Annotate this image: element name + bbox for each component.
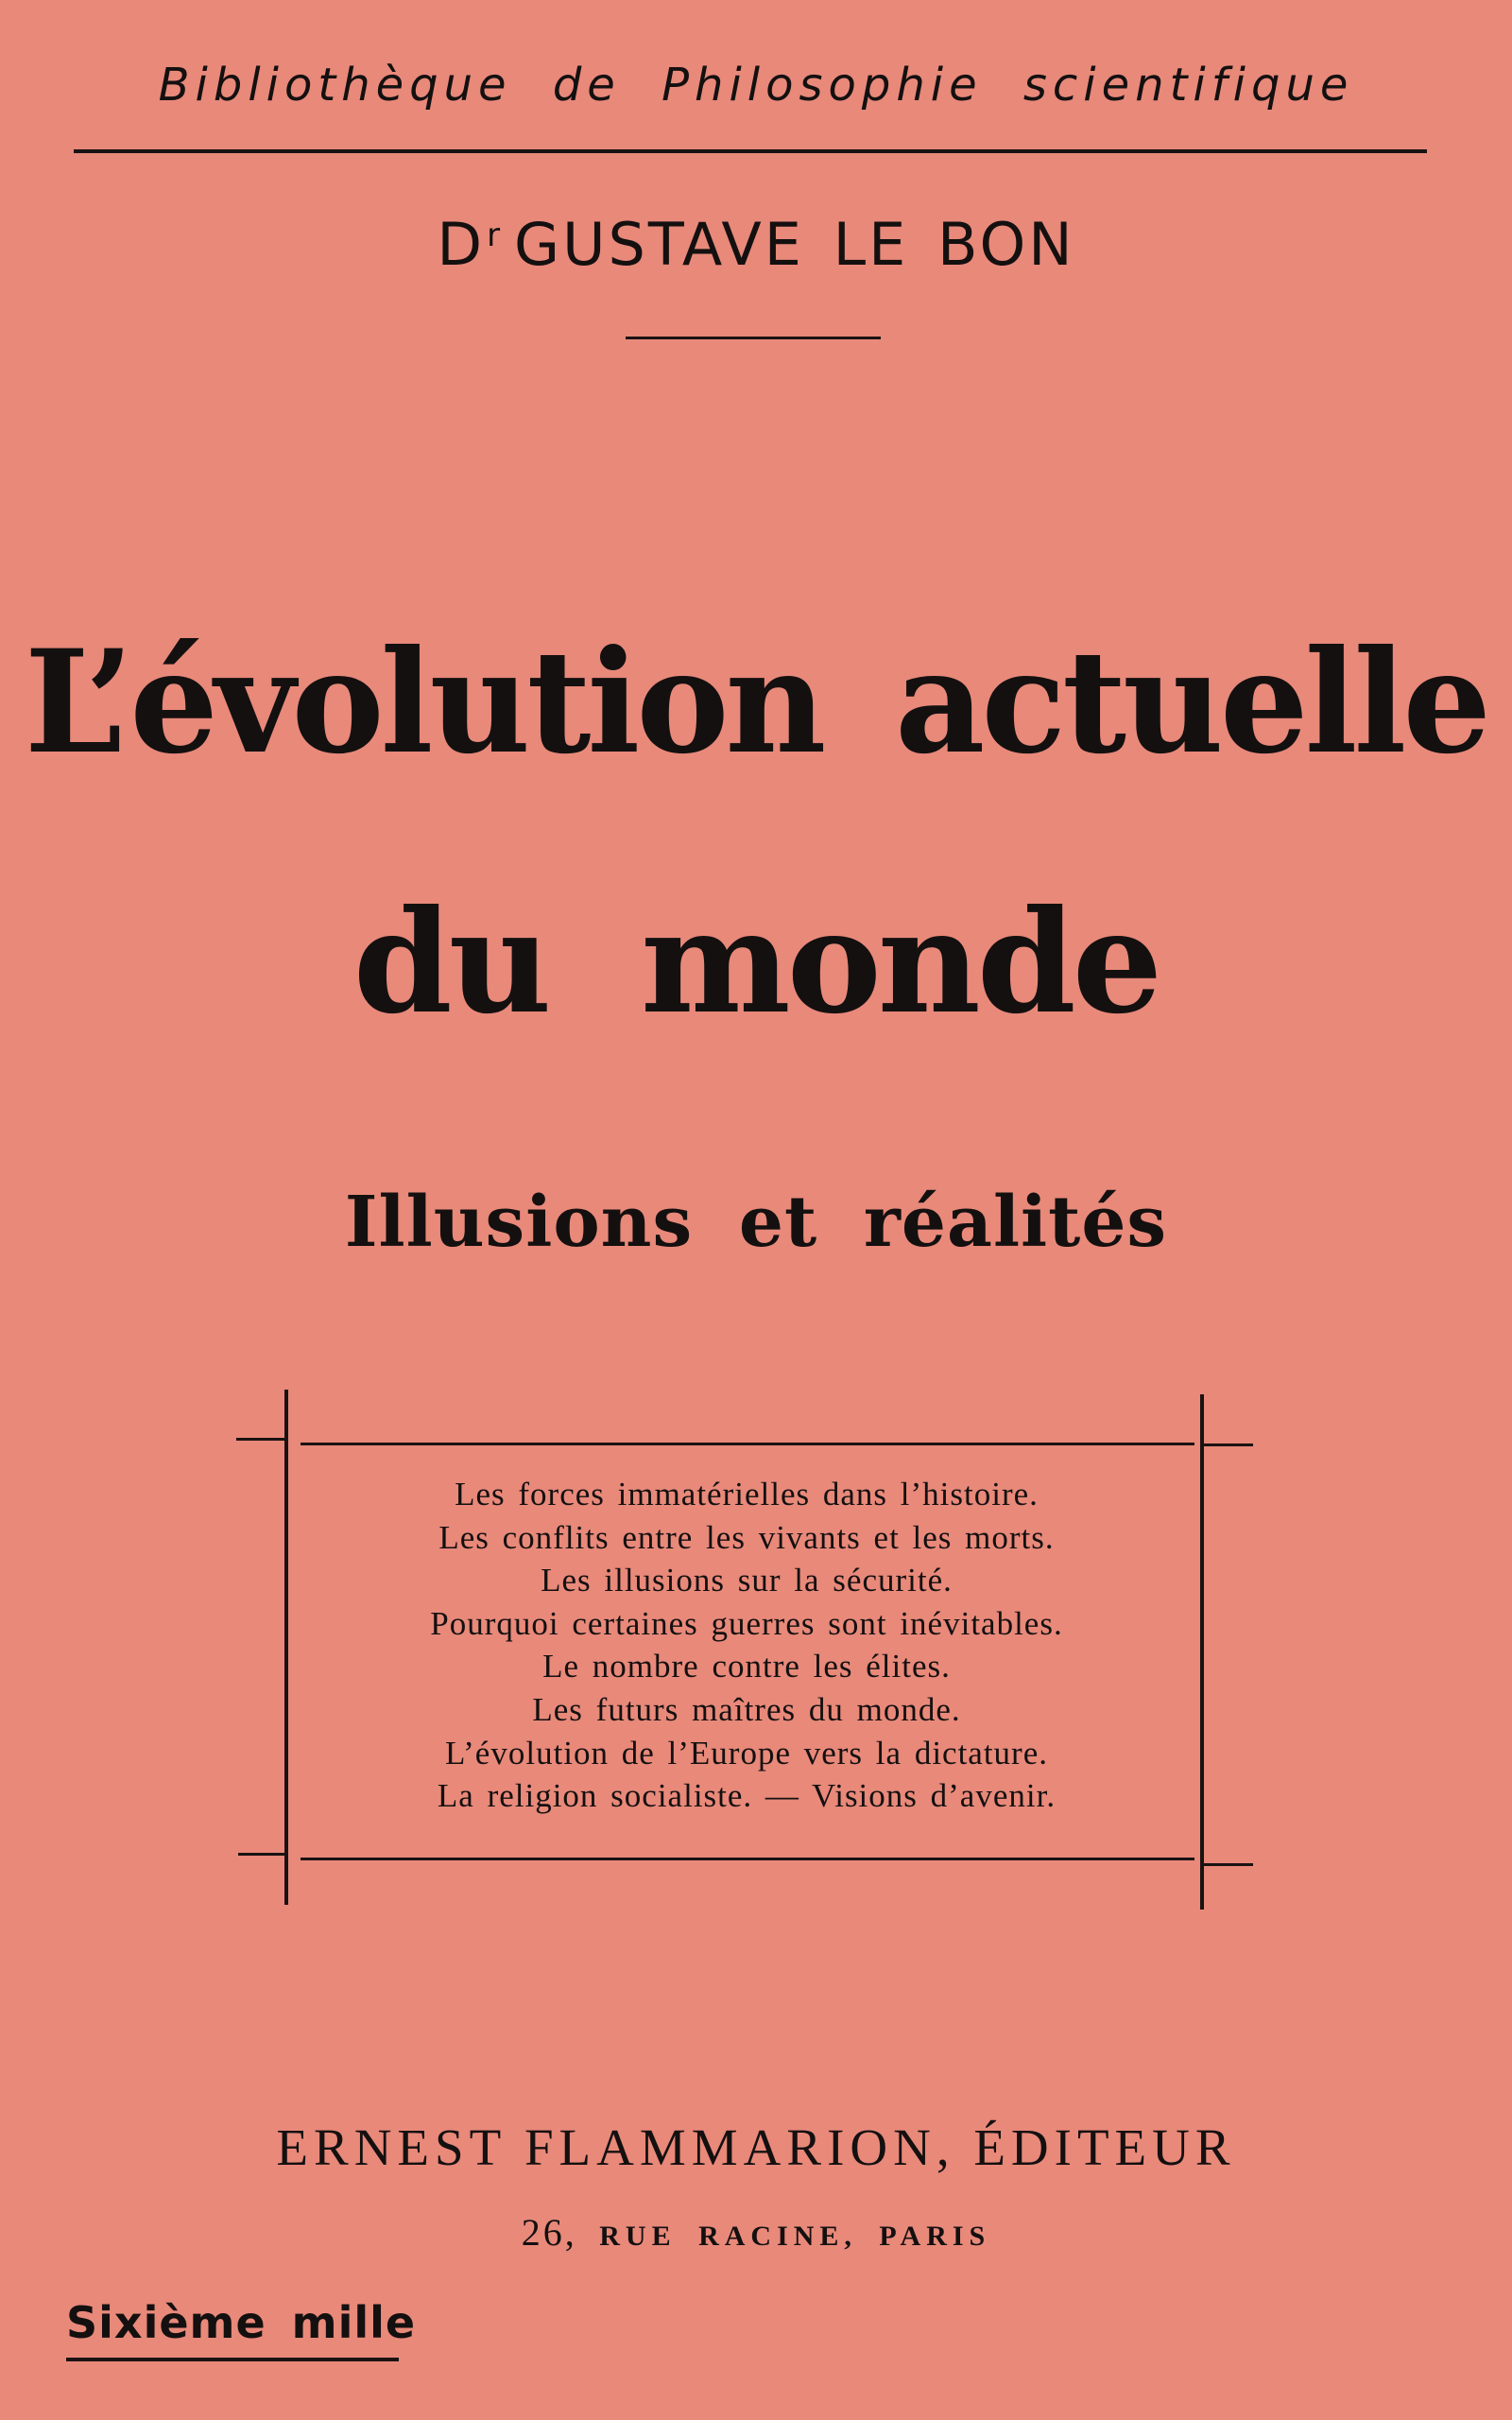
frame-bottom-rule: [301, 1858, 1194, 1860]
author-divider: [626, 337, 881, 339]
contents-line: La religion socialiste. — Visions d’avenir.: [437, 1777, 1057, 1815]
series-title: Bibliothèque de Philosophie scientifique: [158, 59, 1354, 112]
address-number: 26,: [521, 2211, 577, 2254]
book-title-line1: L’évolution actuelle: [24, 619, 1488, 786]
contents-line: Le nombre contre les élites.: [542, 1648, 951, 1685]
author-name: [0, 210, 1512, 279]
frame-right-bar: [1200, 1394, 1204, 1910]
address-street: RUE RACINE, PARIS: [599, 2221, 991, 2252]
contents-line: Les illusions sur la sécurité.: [541, 1562, 953, 1599]
frame-top-left-tick: [236, 1438, 285, 1441]
author-prefix: D: [437, 210, 486, 279]
frame-bottom-left-tick: [238, 1853, 285, 1856]
contents-line: Les conflits entre les vivants et les morts.: [438, 1518, 1055, 1556]
contents-line: L’évolution de l’Europe vers la dictature.: [444, 1734, 1048, 1772]
book-subtitle: Illusions et réalités: [344, 1182, 1168, 1263]
publisher-name: ERNEST FLAMMARION, ÉDITEUR: [276, 2118, 1236, 2176]
contents-line: Les forces immatérielles dans l’histoire.: [455, 1476, 1039, 1512]
contents-line: Les futurs maîtres du monde.: [532, 1690, 961, 1728]
frame-top-rule: [301, 1443, 1194, 1445]
publisher-address: [0, 2210, 1512, 2255]
frame-top-right-tick: [1204, 1443, 1253, 1446]
edition-label: Sixième mille: [66, 2297, 417, 2348]
contents-list: [293, 1473, 1200, 1818]
frame-left-bar: [284, 1390, 288, 1905]
series-underline: [74, 149, 1427, 153]
book-title-line2: du monde: [352, 879, 1160, 1046]
contents-line: Pourquoi certaines guerres sont inévitables.: [430, 1604, 1063, 1642]
frame-bottom-right-tick: [1204, 1863, 1253, 1866]
author-prefix-superscript: r: [487, 216, 504, 254]
edition-underline: [66, 2358, 399, 2361]
author-surname: GUSTAVE LE BON: [514, 210, 1075, 279]
